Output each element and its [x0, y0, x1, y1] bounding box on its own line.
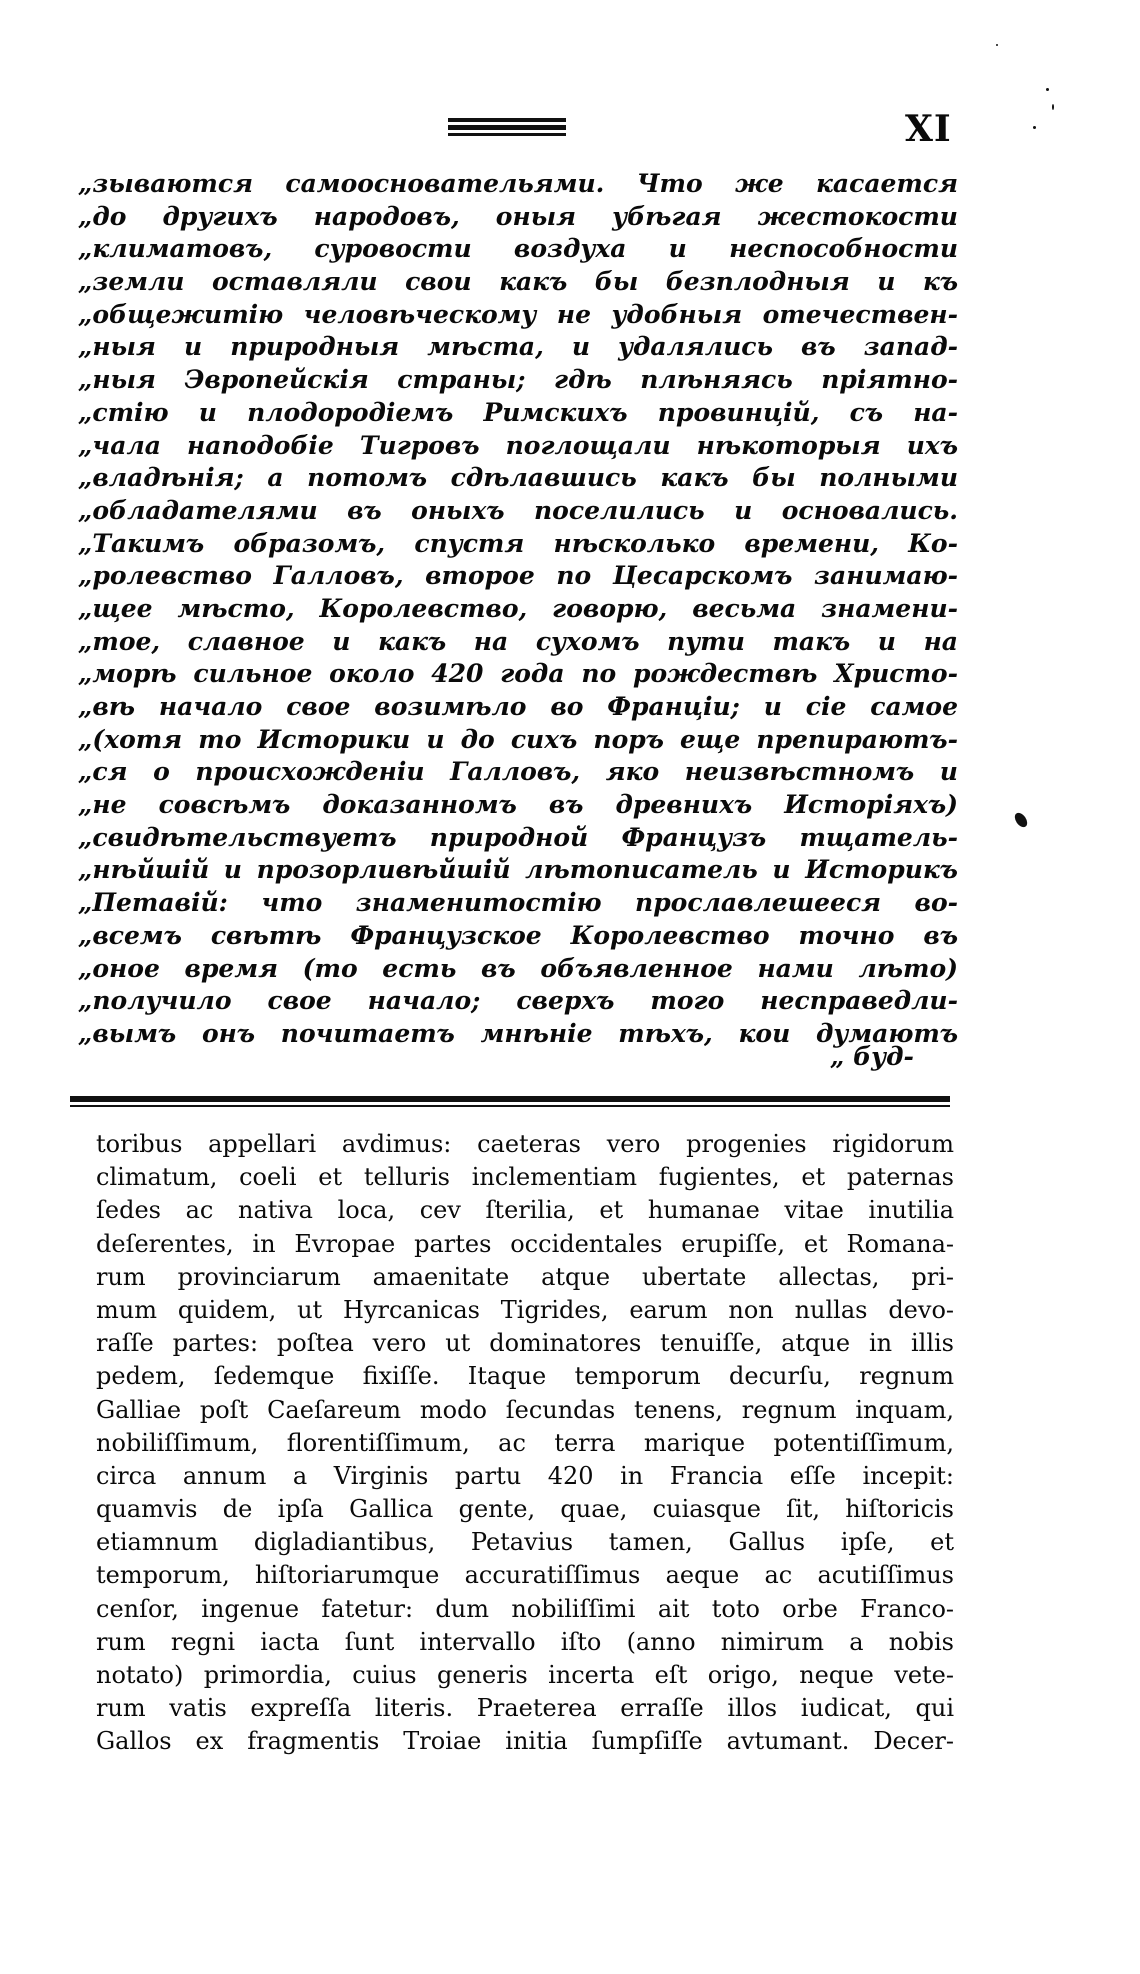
russian-text-line: „свидѣтельствуетъ природной Французъ тщатель- [78, 822, 958, 852]
latin-text-line: mum quidem, ut Hyrcanicas Tigrides, earum non nullas devo- [96, 1295, 954, 1324]
latin-text-line: cenſor, ingenue fatetur: dum nobiliſſimi ait toto orbe Franco- [96, 1594, 954, 1623]
russian-text-line: „получило свое начало; сверхъ того несправедли- [78, 986, 958, 1016]
russian-text-line: „Петавій: что знаменитостію прославлешееся во- [78, 888, 958, 918]
latin-text-line: notato) primordia, cuius generis incerta eſt origo, neque vete- [96, 1661, 954, 1689]
russian-text-line: „вымъ онъ почитаетъ мнѣніе тѣхъ, кои думаютъ [78, 1018, 958, 1048]
ornament-bar [448, 118, 566, 122]
latin-text-block [96, 1128, 954, 1759]
ink-speck [1046, 88, 1049, 91]
ornament-bar [448, 125, 566, 130]
latin-text-line: raſſe partes: poſtea vero ut dominatores tenuiſſe, atque in illis [96, 1329, 954, 1358]
divider-thick-line [70, 1096, 950, 1102]
latin-text-line: pedem, ſedemque fixiſſe. Itaque temporum decurſu, regnum [96, 1362, 954, 1391]
russian-text-line: „климатовъ, суровости воздуха и неспособности [78, 234, 958, 264]
section-divider [70, 1096, 950, 1107]
latin-text-line: ſedes ac nativa loca, cev ſterilia, et humanae vitae inutilia [96, 1196, 954, 1225]
russian-text-line: „ныя Эвропейскія страны; гдѣ плѣняясь пріятно- [78, 365, 958, 395]
latin-text-line: circa annum a Virginis partu 420 in Francia eſſe incepit: [96, 1461, 954, 1490]
russian-text-line: „зываются самоосновательями. Что же касается [78, 169, 958, 198]
latin-text-line: Galliae poſt Caeſareum modo ſecundas tenens, regnum inquam, [96, 1395, 954, 1424]
russian-text-line: „ныя и природныя мѣста, и удалялись въ запад- [78, 332, 958, 362]
latin-text-line: temporum, hiſtoriarumque accuratiſſimus aeque ac acutiſſimus [96, 1561, 954, 1590]
russian-text-line: „(хотя то Историки и до сихъ поръ еще препираютъ- [78, 724, 958, 754]
russian-text-block [78, 168, 958, 1051]
catchword: „ буд- [830, 1042, 914, 1071]
russian-text-line: „ролевство Галловъ, второе по Цесарскомъ занимаю- [78, 561, 958, 591]
russian-text-line: „обладателями въ оныхъ поселились и основались. [78, 495, 958, 525]
russian-text-line: „вѣ начало свое возимѣло во Франціи; и сіе самое [78, 692, 958, 721]
latin-text-line: climatum, coeli et telluris inclementiam fugientes, et paternas [96, 1163, 954, 1192]
ink-speck [1033, 126, 1036, 129]
russian-text-line: „земли оставляли свои какъ бы безплодныя и къ [78, 267, 958, 297]
ink-speck [1052, 104, 1054, 110]
latin-text-line: rum provinciarum amaenitate atque ubertate allectas, pri- [96, 1262, 954, 1291]
russian-text-line: „щее мѣсто, Королевство, говорю, весьма знамени- [78, 593, 958, 623]
header-ornament [448, 118, 566, 138]
latin-text-line: rum vatis expreſſa literis. Praeterea erraſſe illos iudicat, qui [96, 1694, 954, 1723]
russian-text-line: „до другихъ народовъ, оныя убѣгая жестокости [78, 201, 958, 231]
russian-text-line: „нѣйшій и прозорливѣйшій лѣтописатель и Историкъ [78, 855, 958, 885]
russian-text-line: „не совсѣмъ доказанномъ въ древнихъ Исторіяхъ) [78, 790, 958, 820]
page-number: XI [905, 108, 952, 150]
latin-text-line: nobiliſſimum, florentiſſimum, ac terra marique potentiſſimum, [96, 1428, 954, 1457]
russian-text-line: „тое, славное и какъ на сухомъ пути такъ и на [78, 626, 958, 656]
divider-thin-line [70, 1105, 950, 1107]
russian-text-line: „оное время (то есть въ объявленное нами лѣто) [78, 953, 958, 983]
russian-text-line: „Такимъ образомъ, спустя нѣсколько времени, Ко- [78, 528, 958, 558]
russian-text-line: „общежитію человѣческому не удобныя отечествен- [78, 299, 958, 329]
latin-text-line: quamvis de ipſa Gallica gente, quae, cuiasque ſit, hiſtoricis [96, 1495, 954, 1524]
russian-text-line: „стію и плодородіемъ Римскихъ провинцій, съ на- [78, 397, 958, 427]
latin-text-line: deſerentes, in Evropae partes occidentales erupiſſe, et Romana- [96, 1229, 954, 1258]
latin-text-line: etiamnum digladiantibus, Petavius tamen, Gallus ipſe, et [96, 1528, 954, 1557]
latin-text-line: toribus appellari avdimus: caeteras vero progenies rigidorum [96, 1130, 954, 1158]
russian-text-line: „морѣ сильное около 420 года по рождествѣ Христо- [78, 659, 958, 689]
ink-speck [1012, 811, 1029, 830]
russian-text-line: „всемъ свѣтѣ Французское Королевство точно въ [78, 920, 958, 950]
russian-text-line: „ся о происхожденіи Галловъ, яко неизвѣстномъ и [78, 757, 958, 787]
ornament-bar [448, 133, 566, 136]
latin-text-line: Gallos ex fragmentis Troiae initia ſumpſiſſe avtumant. Decer- [96, 1727, 954, 1756]
russian-text-line: „чала наподобіе Тигровъ поглощали нѣкоторыя ихъ [78, 430, 958, 460]
ink-speck [996, 44, 998, 46]
russian-text-line: „владѣнія; а потомъ сдѣлавшись какъ бы полными [78, 463, 958, 493]
latin-text-line: rum regni iacta ſunt intervallo iſto (anno nimirum a nobis [96, 1627, 954, 1656]
